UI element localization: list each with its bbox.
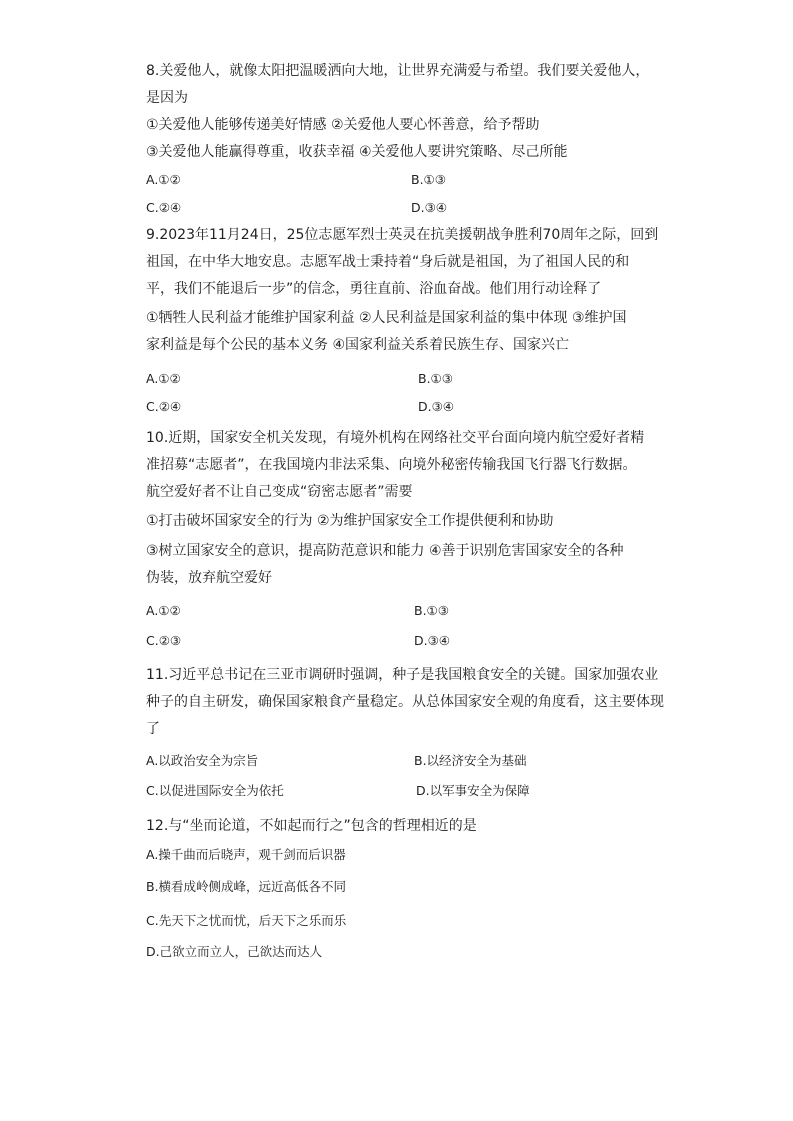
option-row bbox=[146, 631, 676, 651]
question-8-stem-line: 是因为 bbox=[146, 90, 188, 106]
question-9-stem-line: 祖国，在中华大地安息。志愿军战士秉持着“身后就是祖国，为了祖国人民的和 bbox=[146, 254, 630, 270]
question-8-options bbox=[146, 170, 676, 190]
question-11-stem-line: 11.习近平总书记在三亚市调研时强调，种子是我国粮食安全的关键。国家加强农业 bbox=[146, 667, 659, 683]
question-11-options bbox=[146, 781, 676, 801]
option-b[interactable]: B.横看成岭侧成峰，远近高低各不同 bbox=[146, 879, 347, 894]
question-9-statements bbox=[146, 305, 676, 359]
option-d[interactable]: D.③④ bbox=[414, 633, 451, 648]
question-9-statement: ①牺牲人民利益才能维护国家利益 ②人民利益是国家利益的集中体现 ③维护国 bbox=[146, 310, 627, 326]
question-10-options bbox=[146, 631, 676, 651]
option-c[interactable]: C.以促进国际安全为依托 bbox=[146, 783, 284, 798]
option-b[interactable]: B.①③ bbox=[414, 603, 449, 618]
option-b[interactable]: B.①③ bbox=[418, 371, 453, 386]
option-row bbox=[146, 397, 676, 417]
question-11-stem-line: 了 bbox=[146, 721, 160, 737]
question-10-options bbox=[146, 601, 676, 621]
option-c[interactable]: C.②④ bbox=[146, 399, 182, 414]
question-9-stem-line: 9.2023年11月24日，25位志愿军烈士英灵在抗美援朝战争胜利70周年之际，回到 bbox=[146, 227, 659, 243]
question-8-statement: ③关爱他人能赢得尊重，收获幸福 ④关爱他人要讲究策略、尽己所能 bbox=[146, 144, 568, 160]
question-10-statement: 伪装，放弃航空爱好 bbox=[146, 570, 272, 586]
question-10-stem-line: 航空爱好者不让自己变成“窃密志愿者”需要 bbox=[146, 484, 413, 500]
option-a[interactable]: A.操千曲而后晓声，观千剑而后识器 bbox=[146, 847, 346, 862]
question-10-statements bbox=[146, 508, 676, 592]
option-d[interactable]: D.③④ bbox=[418, 399, 455, 414]
question-12-options bbox=[146, 845, 676, 865]
question-8-statement: ①关爱他人能够传递美好情感 ②关爱他人要心怀善意，给予帮助 bbox=[146, 117, 540, 133]
question-8 bbox=[146, 58, 676, 112]
question-11-options bbox=[146, 751, 676, 771]
question-12-options bbox=[146, 877, 676, 897]
question-9-statement: 家利益是每个公民的基本义务 ④国家利益关系着民族生存、国家兴亡 bbox=[146, 337, 569, 353]
question-11 bbox=[146, 662, 676, 743]
option-row bbox=[146, 198, 676, 218]
option-b[interactable]: B.以经济安全为基础 bbox=[414, 753, 527, 768]
option-a[interactable]: A.①② bbox=[146, 172, 181, 187]
question-12-stem-line: 12.与“坐而论道，不如起而行之”包含的哲理相近的是 bbox=[146, 818, 477, 834]
option-c[interactable]: C.②④ bbox=[146, 200, 182, 215]
option-d[interactable]: D.己欲立而立人，己欲达而达人 bbox=[146, 944, 323, 959]
question-12-options bbox=[146, 911, 676, 931]
option-d[interactable]: D.③④ bbox=[411, 200, 448, 215]
question-9-stem-line: 平，我们不能退后一步”的信念，勇往直前、浴血奋战。他们用行动诠释了 bbox=[146, 281, 602, 297]
question-10-stem-line: 10.近期，国家安全机关发现，有境外机构在网络社交平台面向境内航空爱好者精 bbox=[146, 430, 645, 446]
option-c[interactable]: C.②③ bbox=[146, 633, 182, 648]
option-a[interactable]: A.以政治安全为宗旨 bbox=[146, 753, 259, 768]
question-10-statement: ③树立国家安全的意识，提高防范意识和能力 ④善于识别危害国家安全的各种 bbox=[146, 543, 624, 559]
question-9-options bbox=[146, 369, 676, 389]
question-8-statements bbox=[146, 112, 676, 166]
question-8-options bbox=[146, 198, 676, 218]
option-row bbox=[146, 601, 676, 621]
option-b[interactable]: B.①③ bbox=[411, 172, 446, 187]
question-10 bbox=[146, 425, 676, 506]
question-9 bbox=[146, 222, 676, 303]
question-11-stem-line: 种子的自主研发，确保国家粮食产量稳定。从总体国家安全观的角度看，这主要体现 bbox=[146, 694, 664, 710]
option-row bbox=[146, 170, 676, 190]
question-8-stem-line: 8.关爱他人，就像太阳把温暖洒向大地，让世界充满爱与希望。我们要关爱他人， bbox=[146, 63, 650, 79]
option-a[interactable]: A.①② bbox=[146, 371, 181, 386]
option-row bbox=[146, 781, 676, 801]
option-a[interactable]: A.①② bbox=[146, 603, 181, 618]
option-row bbox=[146, 751, 676, 771]
question-12 bbox=[146, 813, 676, 840]
question-12-options bbox=[146, 942, 676, 962]
option-d[interactable]: D.以军事安全为保障 bbox=[416, 783, 530, 798]
option-c[interactable]: C.先天下之忧而忧，后天下之乐而乐 bbox=[146, 913, 347, 928]
question-10-statement: ①打击破坏国家安全的行为 ②为维护国家安全工作提供便利和协助 bbox=[146, 513, 554, 529]
question-10-stem-line: 准招募“志愿者”，在我国境内非法采集、向境外秘密传输我国飞行器飞行数据。 bbox=[146, 457, 637, 473]
question-9-options bbox=[146, 397, 676, 417]
option-row bbox=[146, 369, 676, 389]
